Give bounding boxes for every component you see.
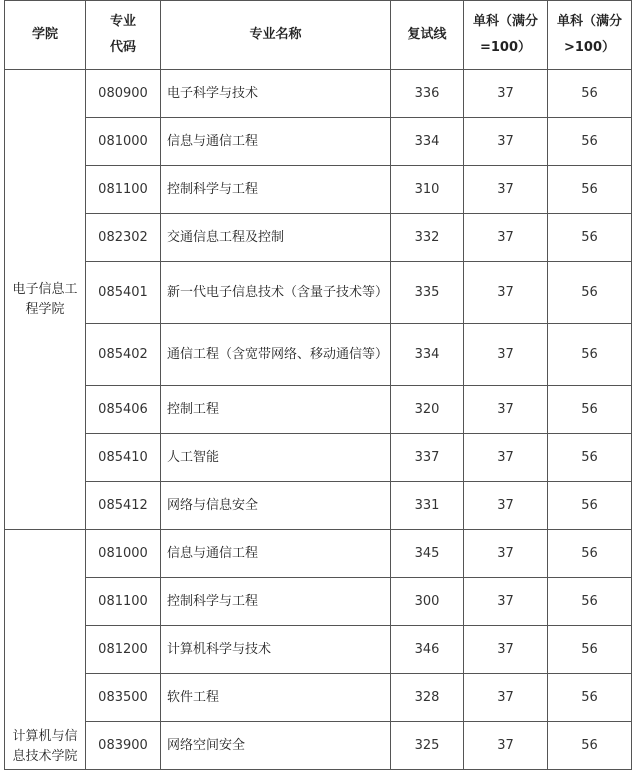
single-100-score: 37 <box>464 722 548 770</box>
single-100-score: 37 <box>464 70 548 118</box>
table-row <box>5 578 632 626</box>
college-cell: 电子信息工程学院 <box>5 70 86 530</box>
single-100-score: 37 <box>464 214 548 262</box>
major-name: 通信工程（含宽带网络、移动通信等） <box>161 324 391 386</box>
table-row <box>5 386 632 434</box>
table-row <box>5 530 632 578</box>
retest-score: 334 <box>391 118 464 166</box>
table-row <box>5 324 632 386</box>
major-code: 081000 <box>86 118 161 166</box>
single-100-score: 37 <box>464 386 548 434</box>
single-100-score: 37 <box>464 530 548 578</box>
major-code: 082302 <box>86 214 161 262</box>
major-code: 081000 <box>86 530 161 578</box>
retest-score: 325 <box>391 722 464 770</box>
single-gt100-score: 56 <box>548 722 632 770</box>
major-name: 网络空间安全 <box>161 722 391 770</box>
major-code: 085406 <box>86 386 161 434</box>
header-row <box>5 1 632 70</box>
major-name: 控制科学与工程 <box>161 578 391 626</box>
major-name: 信息与通信工程 <box>161 118 391 166</box>
single-gt100-score: 56 <box>548 482 632 530</box>
single-100-score: 37 <box>464 324 548 386</box>
table-row <box>5 626 632 674</box>
retest-score: 336 <box>391 70 464 118</box>
major-name: 软件工程 <box>161 674 391 722</box>
retest-score: 331 <box>391 482 464 530</box>
major-code: 085402 <box>86 324 161 386</box>
major-code: 083900 <box>86 722 161 770</box>
header-single-100: 单科（满分 =100） <box>464 1 548 70</box>
major-code: 080900 <box>86 70 161 118</box>
retest-score: 334 <box>391 324 464 386</box>
single-100-score: 37 <box>464 118 548 166</box>
table-row <box>5 674 632 722</box>
single-gt100-score: 56 <box>548 118 632 166</box>
retest-score: 320 <box>391 386 464 434</box>
table-row <box>5 262 632 324</box>
single-gt100-score: 56 <box>548 386 632 434</box>
single-100-score: 37 <box>464 434 548 482</box>
single-100-score: 37 <box>464 482 548 530</box>
admission-score-table <box>4 0 632 770</box>
major-name: 信息与通信工程 <box>161 530 391 578</box>
header-single-gt100: 单科（满分 >100） <box>548 1 632 70</box>
single-100-score: 37 <box>464 626 548 674</box>
retest-score: 300 <box>391 578 464 626</box>
major-name: 控制科学与工程 <box>161 166 391 214</box>
single-gt100-score: 56 <box>548 70 632 118</box>
single-100-score: 37 <box>464 578 548 626</box>
single-gt100-score: 56 <box>548 578 632 626</box>
single-gt100-score: 56 <box>548 214 632 262</box>
college-cell: 计算机与信息技术学院 <box>5 530 86 770</box>
single-gt100-score: 56 <box>548 262 632 324</box>
major-name: 交通信息工程及控制 <box>161 214 391 262</box>
table-row <box>5 70 632 118</box>
major-code: 085410 <box>86 434 161 482</box>
major-code: 081100 <box>86 166 161 214</box>
single-gt100-score: 56 <box>548 166 632 214</box>
major-name: 新一代电子信息技术（含量子技术等） <box>161 262 391 324</box>
single-gt100-score: 56 <box>548 434 632 482</box>
header-college: 学院 <box>5 1 86 70</box>
major-name: 电子科学与技术 <box>161 70 391 118</box>
table-row <box>5 118 632 166</box>
retest-score: 346 <box>391 626 464 674</box>
single-gt100-score: 56 <box>548 530 632 578</box>
major-name: 网络与信息安全 <box>161 482 391 530</box>
table-row <box>5 434 632 482</box>
major-code: 085401 <box>86 262 161 324</box>
retest-score: 328 <box>391 674 464 722</box>
retest-score: 337 <box>391 434 464 482</box>
single-gt100-score: 56 <box>548 674 632 722</box>
single-100-score: 37 <box>464 262 548 324</box>
retest-score: 335 <box>391 262 464 324</box>
table-row <box>5 722 632 770</box>
retest-score: 345 <box>391 530 464 578</box>
major-code: 085412 <box>86 482 161 530</box>
major-code: 083500 <box>86 674 161 722</box>
table-row <box>5 166 632 214</box>
header-name: 专业名称 <box>161 1 391 70</box>
retest-score: 332 <box>391 214 464 262</box>
header-code: 专业 代码 <box>86 1 161 70</box>
single-100-score: 37 <box>464 674 548 722</box>
header-retest: 复试线 <box>391 1 464 70</box>
major-name: 计算机科学与技术 <box>161 626 391 674</box>
major-code: 081100 <box>86 578 161 626</box>
table-row <box>5 482 632 530</box>
retest-score: 310 <box>391 166 464 214</box>
single-100-score: 37 <box>464 166 548 214</box>
major-name: 人工智能 <box>161 434 391 482</box>
single-gt100-score: 56 <box>548 324 632 386</box>
table-row <box>5 214 632 262</box>
major-code: 081200 <box>86 626 161 674</box>
single-gt100-score: 56 <box>548 626 632 674</box>
major-name: 控制工程 <box>161 386 391 434</box>
